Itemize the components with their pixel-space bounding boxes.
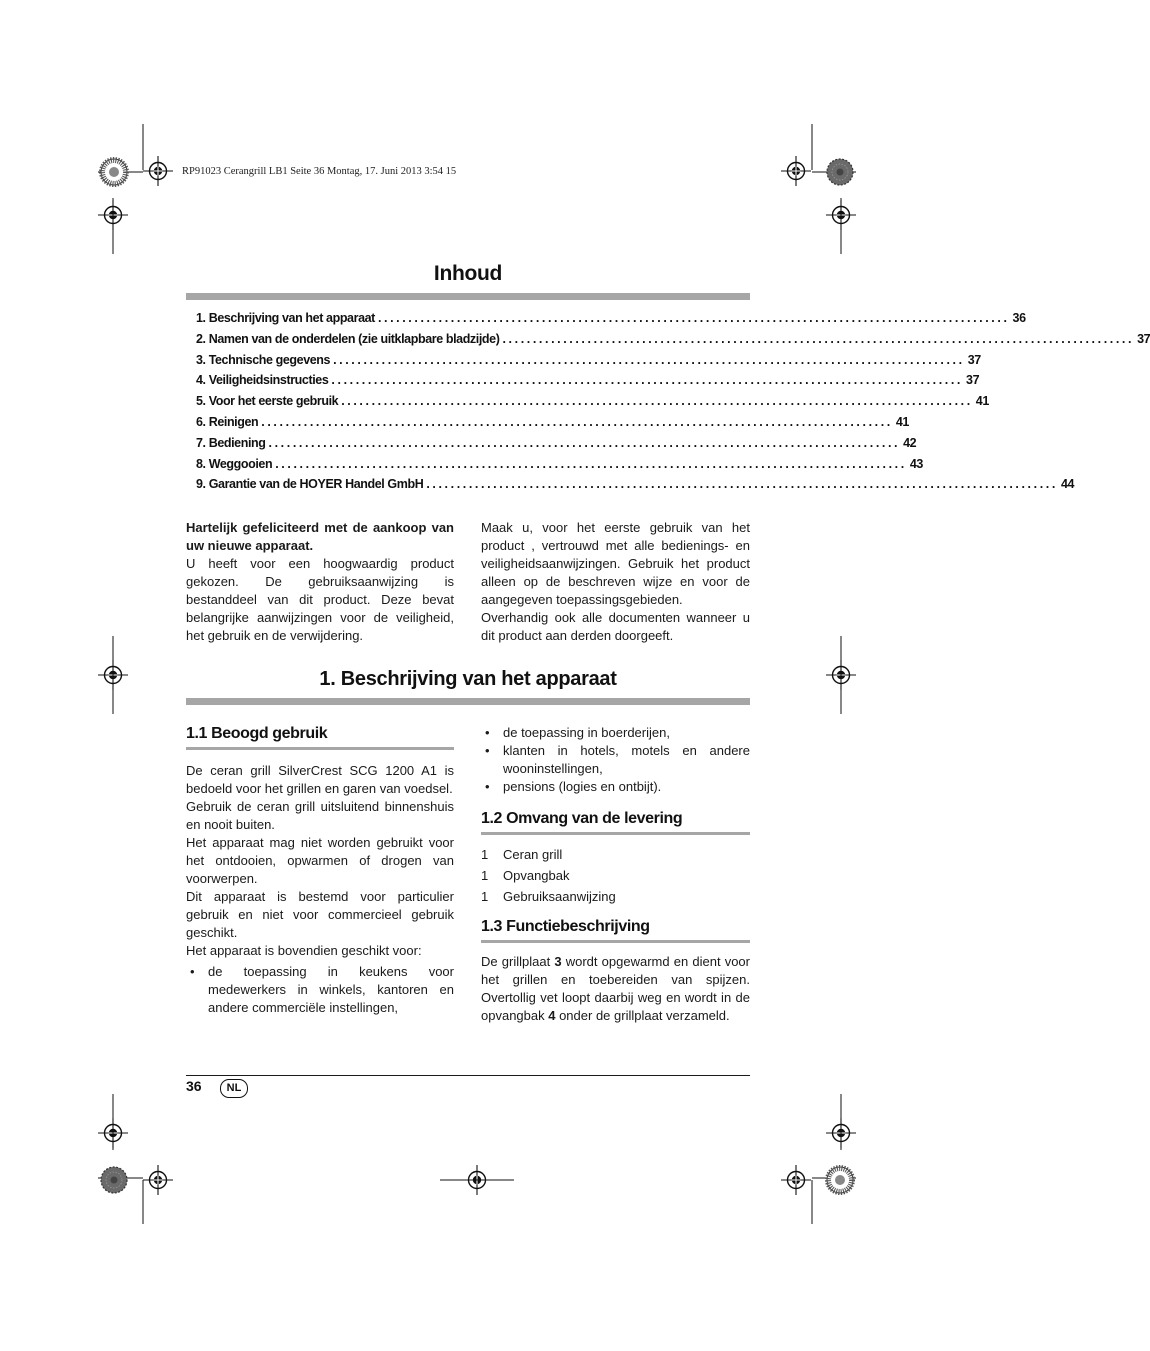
color-wheel-icon (827, 1167, 853, 1193)
toc-item[interactable]: 7. Bediening ........................................................................................................ 42 (196, 435, 917, 450)
intro-left-column (186, 519, 454, 645)
toc-rule (186, 293, 750, 300)
subsection-title: 1.1 Beoogd gebruik (186, 725, 454, 750)
usage-list-continued (481, 724, 750, 796)
intro-right-text-1: Maak u, voor het eerste gebruik van het product , vertrouwd met alle bedienings- en veiligheidsaanwijzingen. Gebruik het product alleen op de beschreven wijze en voor de aangegeven toepassingsgebieden. (481, 520, 750, 607)
subsection-title: 1.2 Omvang van de levering (481, 810, 750, 835)
intro-right-text-2: Overhandig ook alle documenten wanneer u dit product aan derden doorgeeft. (481, 610, 750, 643)
paragraph: Dit apparaat is bestemd voor particulier gebruik en niet voor commercieel gebruik geschikt. (186, 889, 454, 940)
subsection-title: 1.3 Functiebeschrijving (481, 918, 750, 943)
section-right-column (481, 724, 750, 1025)
toc-item[interactable]: 9. Garantie van de HOYER Handel GmbH ........................................................................................................ 44 (196, 477, 1075, 492)
intro-heading: Hartelijk gefeliciteerd met de aankoop van uw nieuwe apparaat. (186, 520, 454, 553)
page-number: 36 (186, 1078, 202, 1094)
list-item: 1 Gebruiksaanwijzing (481, 889, 616, 904)
section-title: 1. Beschrijving van het apparaat (319, 668, 617, 690)
color-wheel-icon (101, 1167, 127, 1193)
list-item: • pensions (logies en ontbijt). (481, 778, 750, 796)
registration-mark-icon (781, 1165, 811, 1195)
list-item: 1 Opvangbak (481, 868, 570, 883)
paragraph: Het apparaat is bovendien geschikt voor: (186, 943, 422, 958)
toc-item[interactable]: 2. Namen van de onderdelen (zie uitklapbare bladzijde) ........................................................................................................ 37 (196, 331, 1150, 346)
registration-mark-icon (781, 156, 811, 186)
delivery-list (481, 844, 750, 907)
footer-rule (186, 1075, 750, 1076)
list-item: 1 Ceran grill (481, 847, 563, 862)
toc-title: Inhoud (433, 262, 503, 285)
paragraph: De ceran grill SilverCrest SCG 1200 A1 is bedoeld voor het grillen en garen van voedsel. (186, 763, 454, 796)
color-wheel-icon (101, 159, 127, 185)
toc-item[interactable]: 1. Beschrijving van het apparaat ........................................................................................................ 36 (196, 311, 1026, 325)
toc-item[interactable]: 5. Voor het eerste gebruik ........................................................................................................ 41 (196, 394, 989, 409)
part-ref: 4 (548, 1008, 556, 1023)
paragraph: Het apparaat mag niet worden gebruikt voor het ontdooien, opwarmen of drogen van voorwerpen. (186, 835, 454, 886)
toc-item[interactable]: 6. Reinigen ........................................................................................................ 41 (196, 414, 909, 429)
table-of-contents (196, 311, 1150, 498)
section-left-column (186, 725, 454, 1017)
color-wheel-icon (827, 159, 853, 185)
paragraph: Gebruik de ceran grill uitsluitend binnenshuis en nooit buiten. (186, 799, 454, 832)
intro-right-column (481, 519, 750, 645)
language-badge: NL (220, 1079, 248, 1098)
registration-mark-icon (143, 156, 173, 186)
list-item: • klanten in hotels, motels en andere wooninstellingen, (481, 742, 750, 778)
list-item: • de toepassing in boerderijen, (481, 724, 750, 742)
usage-list (186, 963, 454, 1017)
list-item: • de toepassing in keukens voor medewerkers in winkels, kantoren en andere commerciële instellingen, (186, 963, 454, 1017)
registration-mark-icon (143, 1165, 173, 1195)
toc-item[interactable]: 3. Technische gegevens ........................................................................................................ 37 (196, 352, 981, 367)
toc-item[interactable]: 8. Weggooien ........................................................................................................ 43 (196, 456, 923, 471)
function-description: De grillplaat 3 wordt opgewarmd en dient voor het grillen en toebereiden van spijzen. Overtollig vet loopt daarbij weg en wordt in de opvangbak 4 onder de grillplaat verzameld. (481, 954, 750, 1023)
section-rule (186, 698, 750, 705)
intro-left-text: U heeft voor een hoogwaardig product gekozen. De gebruiksaanwijzing is bestanddeel van dit product. Deze bevat belangrijke aanwijzingen voor de veiligheid, het gebruik en de verwijdering. (186, 556, 454, 643)
print-slug: RP91023 Cerangrill LB1 Seite 36 Montag, 17. Juni 2013 3:54 15 (182, 166, 457, 177)
part-ref: 3 (554, 954, 562, 969)
toc-item[interactable]: 4. Veiligheidsinstructies ........................................................................................................ 37 (196, 373, 980, 388)
